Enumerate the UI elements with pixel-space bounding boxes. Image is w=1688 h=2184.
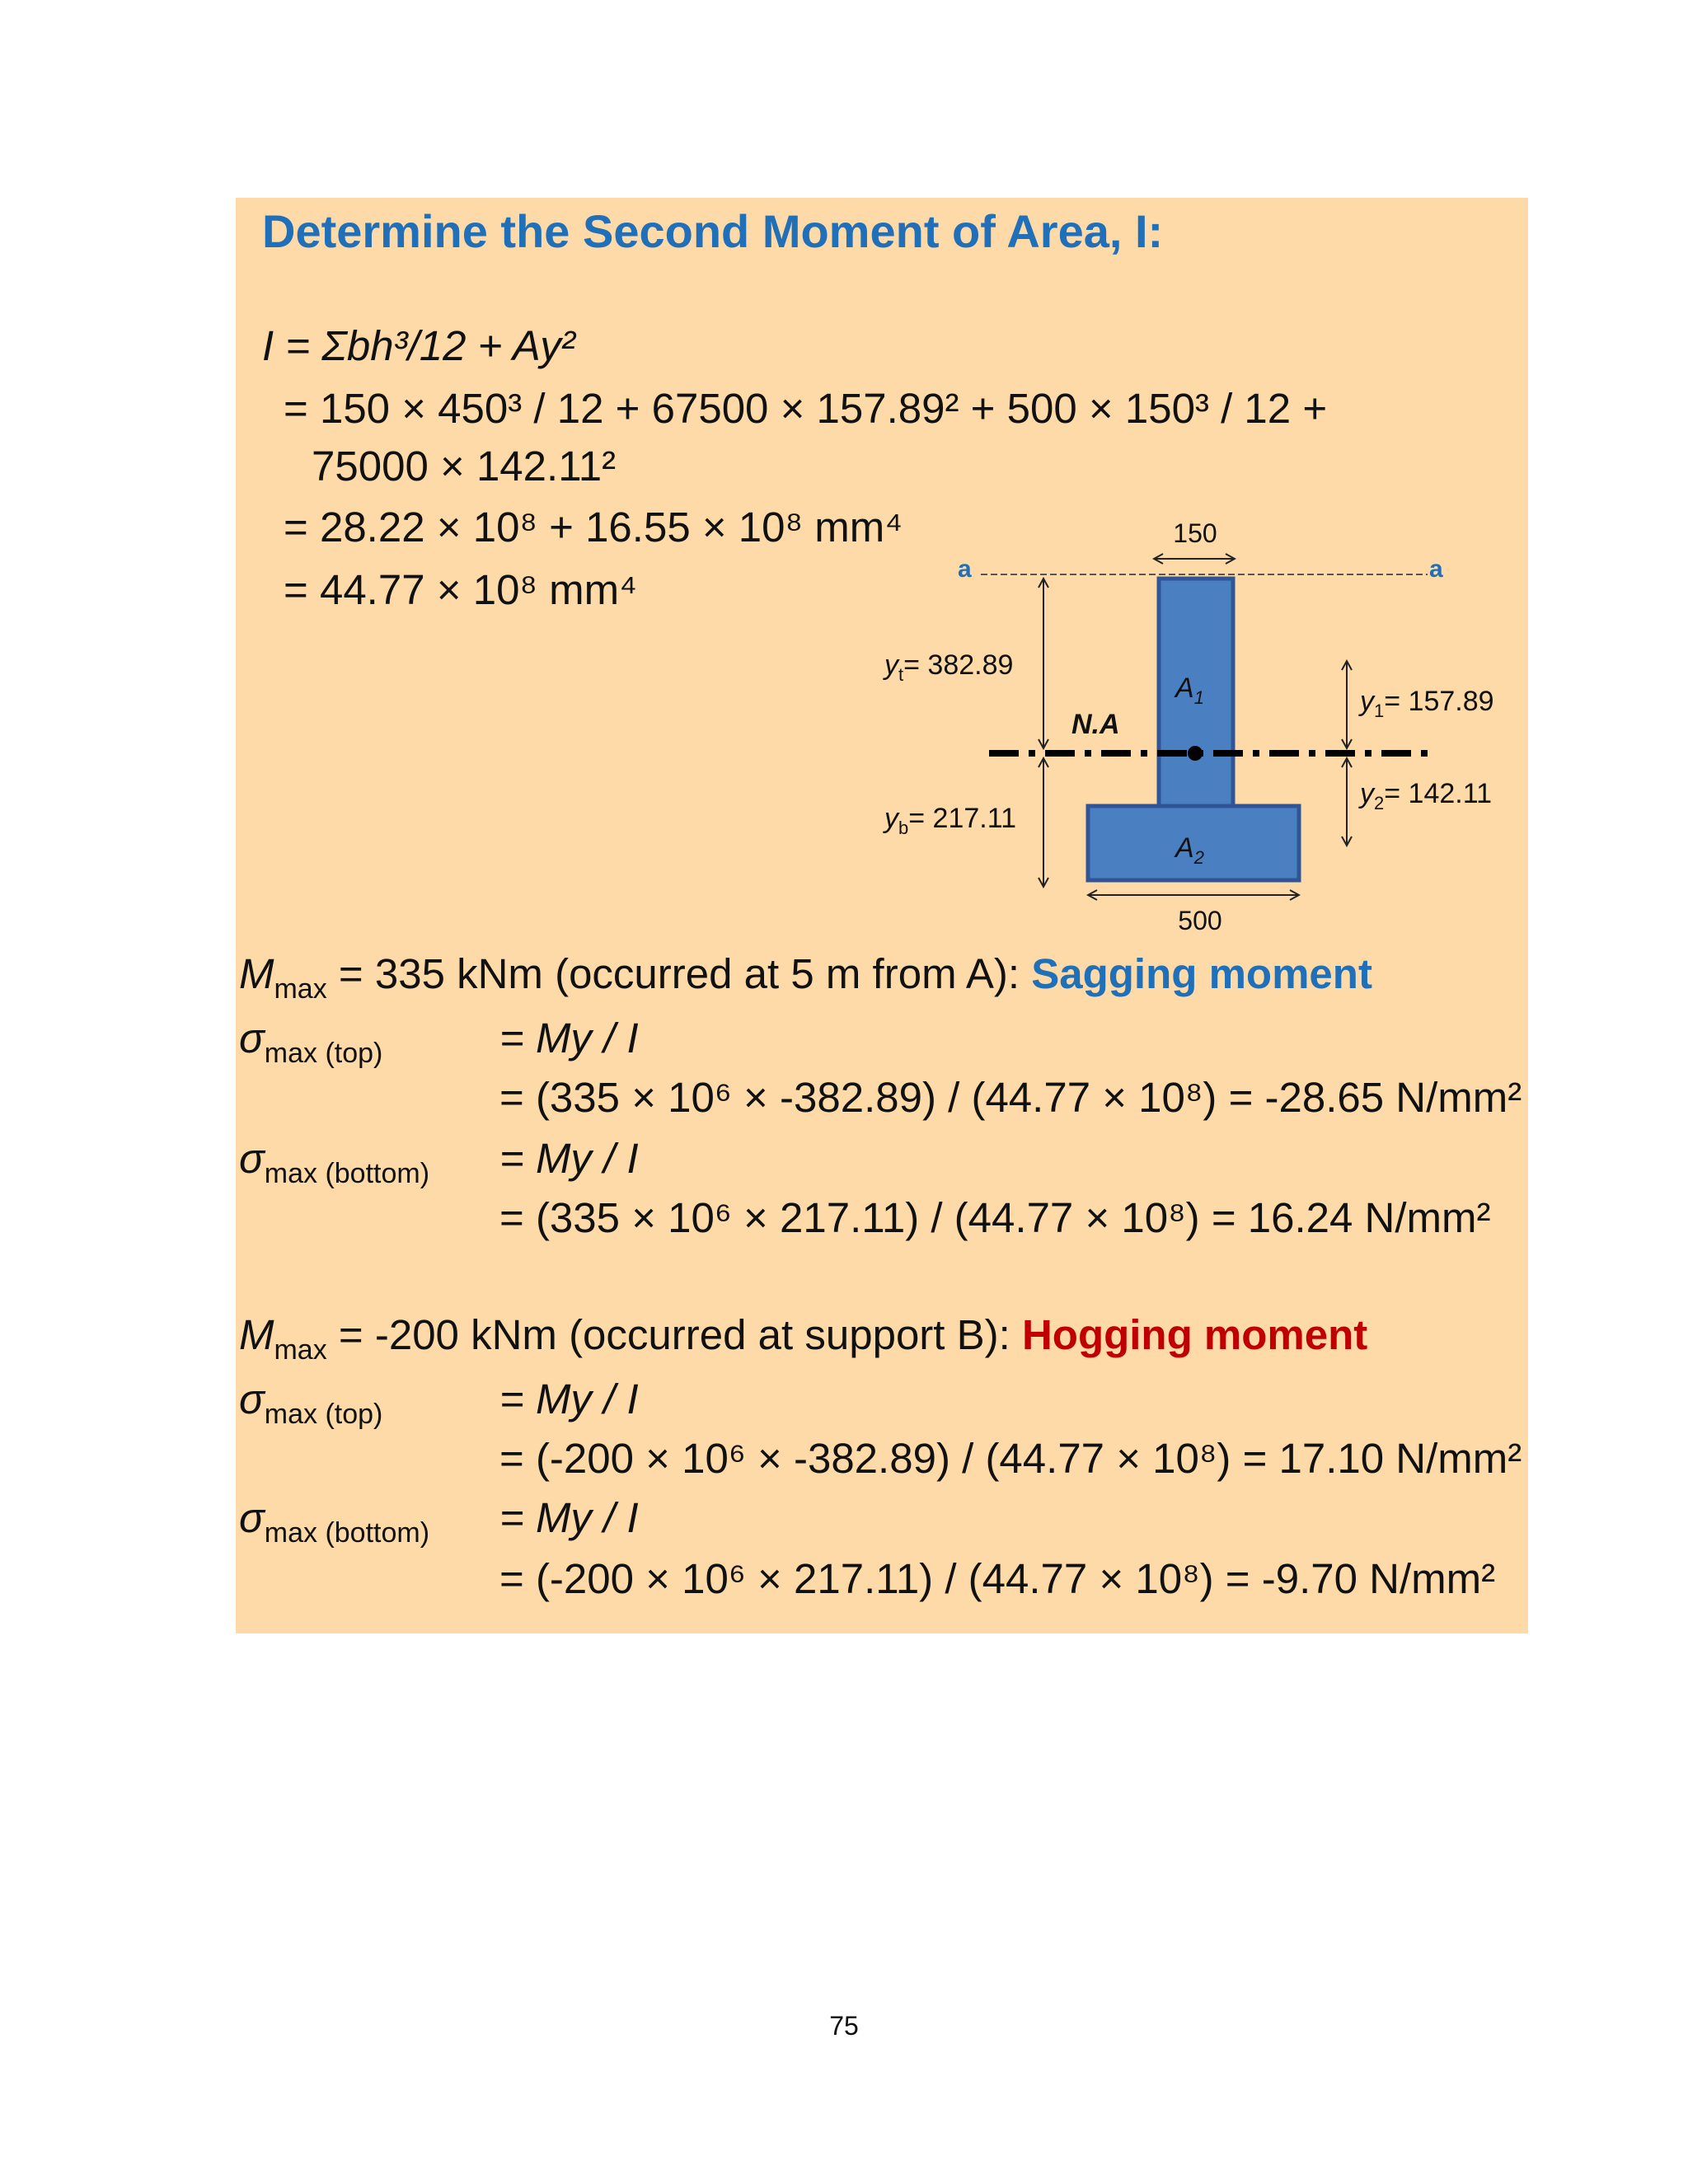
bottom-width-label: 500: [1178, 906, 1222, 935]
hogging-bottom-label: $\sigma_{max (bottom)}$: [239, 1494, 430, 1549]
page-title: Determine the Second Moment of Area, I:: [262, 205, 1164, 257]
hogging-mmax-text: = -200 kNm (occurred at support B):: [338, 1311, 1010, 1358]
sagging-bottom-label-text: max (bottom): [264, 1158, 430, 1189]
hogging-top-label: $\sigma_{max (top)}$: [239, 1376, 383, 1430]
formula-line1: = 150 × 450³ / 12 + 67500 × 157.89² + 500 × 150³ / 12 +: [284, 385, 1328, 432]
sagging-label: Sagging moment: [1031, 950, 1372, 997]
hogging-bottom-eq: = My / I: [499, 1494, 639, 1541]
hogging-top-result: = (-200 × 10⁶ × -382.89) / (44.77 × 10⁸) = 17.10 N/mm²: [499, 1435, 1522, 1482]
sagging-top-label: $\sigma_{max (top)}$: [239, 1015, 383, 1069]
hogging-bottom-label-text: max (bottom): [264, 1517, 430, 1549]
hogging-mmax: $M_{max} = -200$ kNm (occurred at support B): Hogging moment: [239, 1311, 1368, 1366]
formula-general: I = Σbh³/12 + Ay²: [262, 322, 575, 369]
sagging-top-eq: = My / I: [499, 1015, 639, 1062]
top-width-label: 150: [1173, 518, 1217, 548]
sagging-mmax-text: = 335 kNm (occurred at 5 m from A):: [338, 950, 1020, 997]
formula-line2: 75000 × 142.11²: [312, 443, 617, 490]
hogging-bottom-result: = (-200 × 10⁶ × 217.11) / (44.77 × 10⁸) = -9.70 N/mm²: [499, 1555, 1496, 1602]
hogging-label: Hogging moment: [1021, 1311, 1368, 1358]
axis-label-right: a: [1429, 555, 1443, 583]
slide-panel: [236, 198, 1528, 1633]
axis-label-left: a: [958, 555, 972, 583]
hogging-top-label-text: max (top): [264, 1399, 383, 1430]
a1-label: $A_1$: [1175, 673, 1204, 708]
sagging-top-label-text: max (top): [264, 1038, 383, 1069]
centroid-dot: [1188, 746, 1203, 761]
sagging-top-result: = (335 × 10⁶ × -382.89) / (44.77 × 10⁸) = -28.65 N/mm²: [499, 1074, 1522, 1121]
formula-line4: = 44.77 × 10⁸ mm⁴: [284, 566, 637, 613]
hogging-top-eq: = My / I: [499, 1376, 639, 1422]
y2-label: $y_2= 142.11$: [1360, 778, 1493, 813]
yb-label: $y_b= 217.11$: [884, 803, 1017, 838]
formula-line3: = 28.22 × 10⁸ + 16.55 × 10⁸ mm⁴: [284, 504, 903, 551]
sagging-mmax: $M_{max} = 335$ kNm (occurred at 5 m from A): Sagging moment: [239, 950, 1372, 1005]
yt-label: $y_t= 382.89$: [884, 649, 1014, 685]
page-number: 75: [829, 2011, 859, 2041]
sagging-bottom-result: = (335 × 10⁶ × 217.11) / (44.77 × 10⁸) = 16.24 N/mm²: [499, 1194, 1491, 1241]
a2-label: $A_2$: [1175, 832, 1204, 868]
sagging-bottom-label: $\sigma_{max (bottom)}$: [239, 1135, 430, 1189]
t-section-diagram: [236, 198, 1528, 1633]
neutral-axis-label: N.A: [1071, 709, 1120, 740]
sagging-bottom-eq: = My / I: [499, 1135, 639, 1182]
y1-label: $y_1= 157.89$: [1360, 686, 1494, 721]
